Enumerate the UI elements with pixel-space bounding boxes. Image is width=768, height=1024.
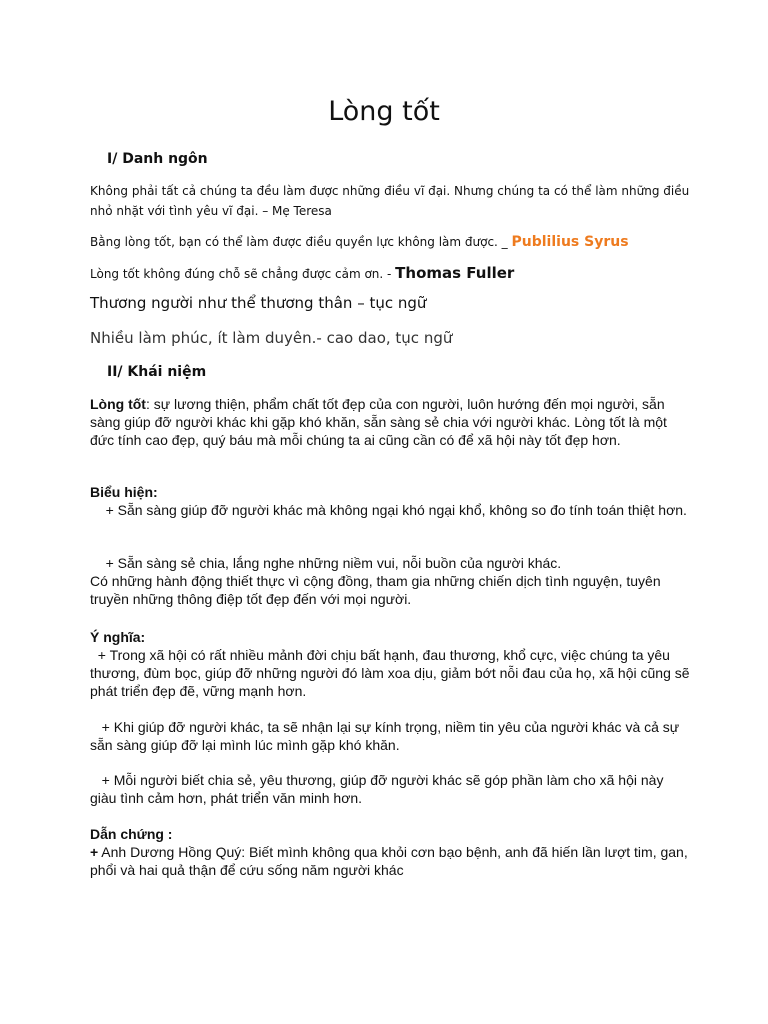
meaning-item-2: + Khi giúp đỡ người khác, ta sẽ nhận lại sự kính trọng, niềm tin yêu của người khác và cả sự sẵn sàng giúp đỡ lại mình lúc mình gặp khó khăn.: [90, 719, 684, 753]
quote-syrus-author: Publilius Syrus: [511, 234, 629, 250]
proverb-thuong-nguoi: Thương người như thể thương thân – tục ngữ: [90, 294, 427, 312]
quote-teresa: Không phải tất cả chúng ta đều làm được những điều vĩ đại. Nhưng chúng ta có thể làm những điều nhỏ nhặt với tình yêu vĩ đại. – Mẹ Teresa: [90, 184, 690, 218]
evidence-paragraph: [90, 843, 690, 879]
quote-syrus-text: Bằng lòng tốt, bạn có thể làm được điều quyền lực không làm được. _: [90, 235, 512, 249]
expression-item-1: + Sẵn sàng giúp đỡ người khác mà không ngại khó ngại khổ, không so đo tính toán thiệt hơn.: [90, 502, 687, 518]
page-title: Lòng tốt: [328, 96, 440, 127]
expression-label: Biểu hiện:: [90, 484, 158, 500]
expression-item-3: Có những hành động thiết thực vì cộng đồng, tham gia những chiến dịch tình nguyện, tuyên truyền những thông điệp tốt đẹp đến với mọi người.: [90, 573, 661, 607]
evidence-plus: +: [90, 844, 99, 860]
quote-fuller-author: Thomas Fuller: [395, 264, 515, 282]
evidence-text: Anh Dương Hồng Quý: Biết mình không qua khỏi cơn bạo bệnh, anh đã hiến lần lượt tim, gan, phổi và hai quả thận để cứu sống năm người khác: [90, 844, 688, 878]
meaning-label: Ý nghĩa:: [90, 629, 146, 645]
expression-item-2: + Sẵn sàng sẻ chia, lắng nghe những niềm vui, nỗi buồn của người khác.: [90, 555, 562, 571]
concept-paragraph: [90, 395, 690, 449]
quote-fuller: [90, 263, 730, 284]
concept-text: : sự lương thiện, phẩm chất tốt đẹp của con người, luôn hướng đến mọi người, sẵn sàng giúp đỡ người khác khi gặp khó khăn, sẵn sàng sẻ chia với người khác. Lòng tốt là một đức tính cao đẹp, quý báu mà mỗi chúng ta ai cũng cần có để xã hội này tốt đẹp hơn.: [90, 396, 667, 448]
section-heading-quotes: I/ Danh ngôn: [107, 151, 208, 167]
quote-syrus: [90, 232, 730, 252]
evidence-label: Dẫn chứng :: [90, 826, 173, 842]
meaning-item-3: + Mỗi người biết chia sẻ, yêu thương, giúp đỡ người khác sẽ góp phần làm cho xã hội này giàu tình cảm hơn, phát triển văn minh hơn.: [90, 772, 668, 806]
concept-label: Lòng tốt: [90, 396, 146, 412]
quote-fuller-text: Lòng tốt không đúng chỗ sẽ chẳng được cảm ơn. -: [90, 267, 396, 281]
section-heading-concept: II/ Khái niệm: [107, 364, 207, 380]
proverb-lam-phuc: Nhiều làm phúc, ít làm duyên.- cao dao, tục ngữ: [90, 329, 453, 347]
meaning-item-1: + Trong xã hội có rất nhiều mảnh đời chịu bất hạnh, đau thương, khổ cực, việc chúng ta yêu thương, đùm bọc, giúp đỡ những người đó làm xoa dịu, giảm bớt nỗi đau của họ, xã hội cũng sẽ phát triển đẹp đẽ, vững mạnh hơn.: [90, 647, 694, 699]
